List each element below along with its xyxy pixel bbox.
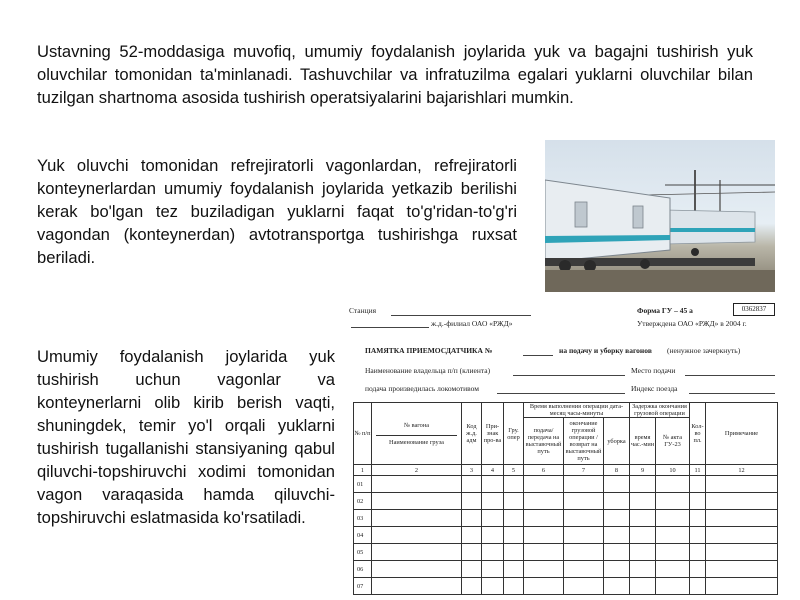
table-row [354, 561, 778, 578]
owner-label: Наименование владельца п/п (клиента) [365, 366, 491, 375]
col-num-header: № п/п [354, 403, 372, 465]
paragraph-unloading-responsibility: Ustavning 52-moddasiga muvofiq, umumiy foydalanish joylarida yuk va bagajni tushirish yuk oluvchilar tomonidan ta'minlanadi. Tashuvchilar va infratuzilma egalari yuklarni oluvchilar bilan tuzilgan shartnoma asosida tushirish operatsiyalarini bajarishlari mumkin. [37, 42, 753, 107]
col-delay-time-header: время час.-мин [630, 418, 656, 465]
table-row [354, 510, 778, 527]
memo-title-suffix: на подачу и уборку вагонов [559, 346, 652, 355]
col-number: 6 [524, 465, 564, 476]
col-delivery-header: подача/ передача на выставочный путь [524, 418, 564, 465]
col-wagon-header [372, 403, 462, 465]
row-number: 03 [354, 510, 372, 527]
col-rail-code-header: Код ж.д. адм [462, 403, 482, 465]
table-row [354, 578, 778, 595]
col-number: 2 [372, 465, 462, 476]
row-number: 04 [354, 527, 372, 544]
station-label: Станция [349, 306, 377, 315]
col-number: 7 [564, 465, 604, 476]
col-wagon-label: № вагона [403, 421, 429, 429]
memo-title-paren: (ненужное зачеркнуть) [667, 346, 741, 355]
refrigerated-train-photo [545, 140, 775, 292]
form-code: 0362837 [733, 303, 775, 316]
owner-line [513, 375, 625, 376]
memo-title: ПАМЯТКА ПРИЕМОСДАТЧИКА № [365, 346, 493, 355]
col-sign-header: При-знак про-ва [482, 403, 504, 465]
col-removal-header: уборка [604, 418, 630, 465]
loco-line [497, 393, 625, 394]
row-number: 05 [354, 544, 372, 561]
table-row [354, 476, 778, 493]
form-gu-45a [345, 298, 785, 598]
form-label: Форма ГУ – 45 а [637, 306, 693, 315]
col-number: 1 [354, 465, 372, 476]
row-number: 06 [354, 561, 372, 578]
memo-table [353, 402, 778, 595]
place-label: Место подачи [631, 366, 676, 375]
approved-label: Утверждена ОАО «РЖД» в 2004 г. [637, 319, 747, 328]
railway-label: ж.д.-филиал ОАО «РЖД» [431, 319, 513, 328]
train-line [689, 393, 775, 394]
table-row [354, 527, 778, 544]
paragraph-refrigerated-cargo: Yuk oluvchi tomonidan refrejiratorli vagonlardan, refrejiratorli konteynerlardan umumiy foydalanish joylarida yetkazib berilishi kerak bo'lgan tez buziladigan yuklarni faqat to'g'ridan-to'g'ri vagondan (konteynerdan) avtotransportga tushirishga ruxsat beriladi. [37, 156, 517, 267]
col-number: 11 [690, 465, 706, 476]
loco-label: подача произведилась локомотивом [365, 384, 480, 393]
col-time-group-header: Время выполнения операции дата-месяц часы-минуты [524, 403, 630, 418]
train-label: Индекс поезда [631, 384, 678, 393]
col-number: 10 [656, 465, 690, 476]
row-number: 02 [354, 493, 372, 510]
col-number: 5 [504, 465, 524, 476]
col-cargo-label: Наименование груза [376, 435, 457, 446]
col-number: 3 [462, 465, 482, 476]
col-number: 12 [706, 465, 778, 476]
place-line [685, 375, 775, 376]
station-line [391, 315, 531, 316]
col-number: 9 [630, 465, 656, 476]
table-row [354, 493, 778, 510]
col-note-header: Примечание [706, 403, 778, 465]
col-act-header: № акта ГУ-23 [656, 418, 690, 465]
railway-line [351, 327, 429, 328]
col-delay-group-header: Задержка окончания грузовой операции [630, 403, 690, 418]
col-count-header: Кол-во пл. [690, 403, 706, 465]
memo-number-line [523, 355, 553, 356]
row-number: 01 [354, 476, 372, 493]
col-end-header: окончание грузовой операции / возврат на выставочный путь [564, 418, 604, 465]
col-operation-header: Гру. опер [504, 403, 524, 465]
row-number: 07 [354, 578, 372, 595]
table-row [354, 544, 778, 561]
paragraph-wagon-timing: Umumiy foydalanish joylarida yuk tushirish uchun vagonlar va konteynerlarni olib kirib berish vaqti, shuningdek, temir yo'l orqali yuklarni tushirish tugallanishi stansiyaning qabul qiluvchi-topshiruvchi xodimi tomonidan vagon varaqasida hamda qiluvchi-topshiruvchi eslatmasida ko'rsatiladi. [37, 347, 335, 527]
col-number: 8 [604, 465, 630, 476]
col-number: 4 [482, 465, 504, 476]
